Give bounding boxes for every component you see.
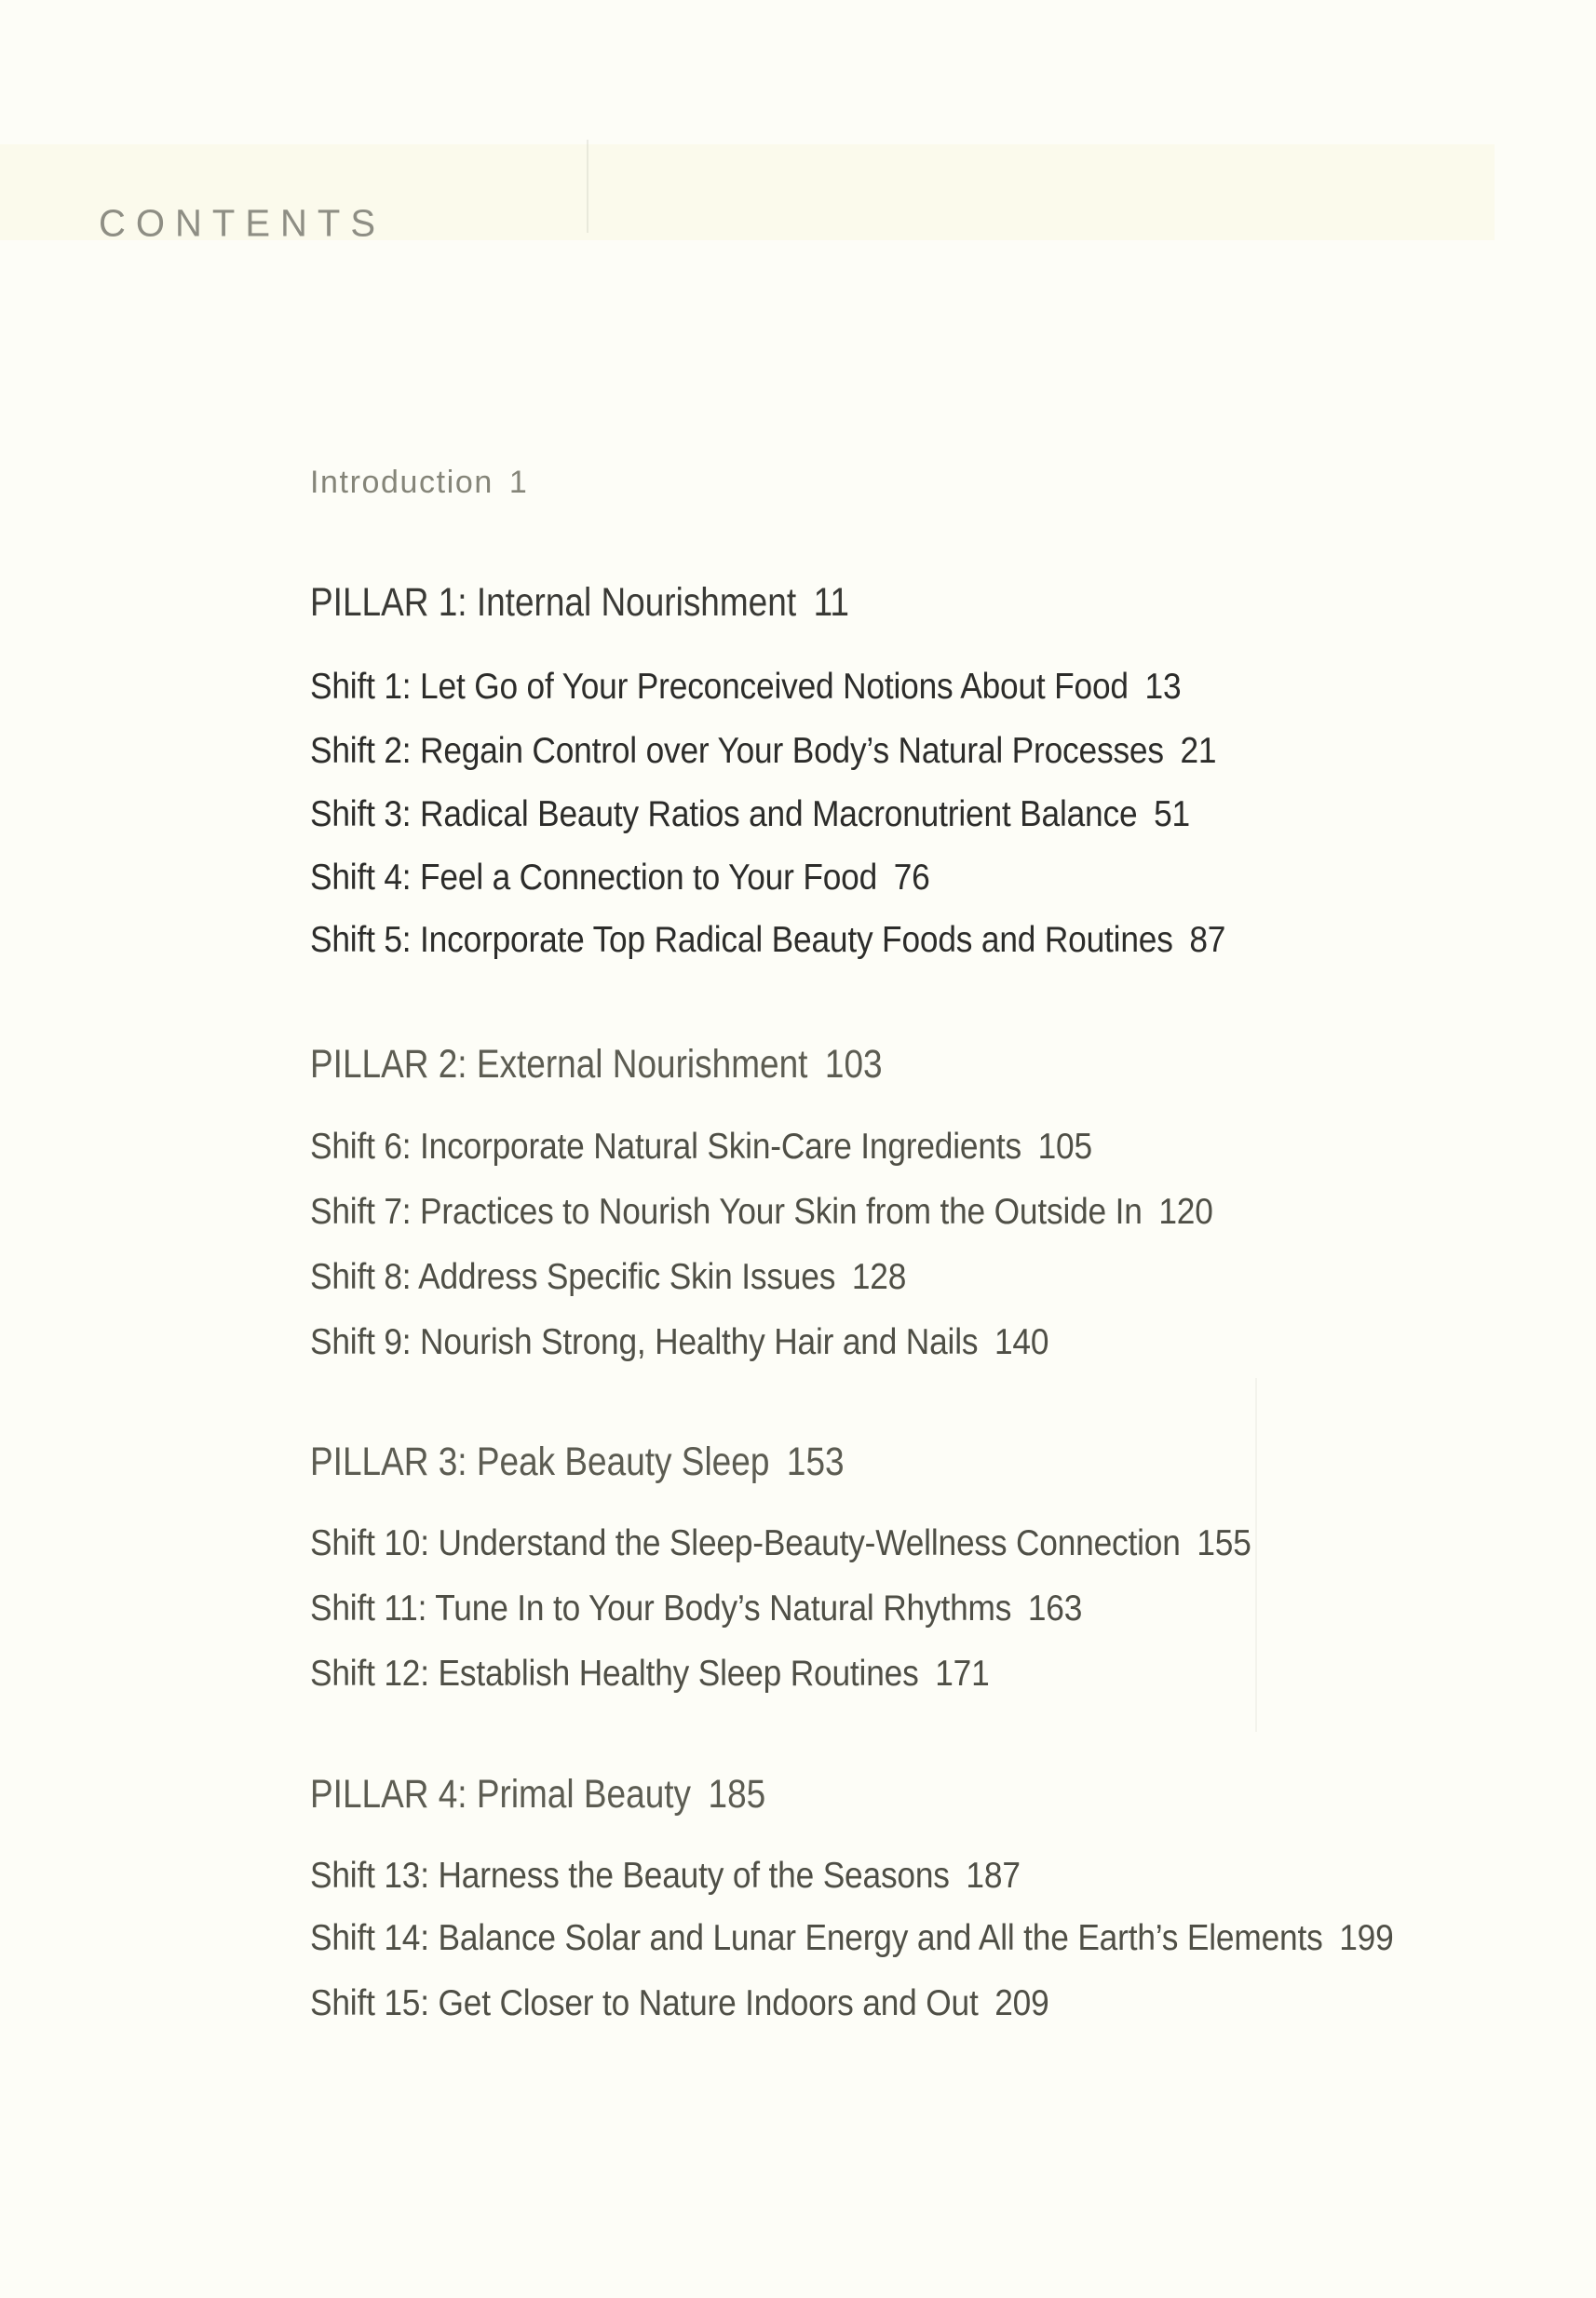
page-title: CONTENTS	[99, 202, 385, 245]
toc-pillar-label: PILLAR 4: Primal Beauty	[310, 1772, 692, 1817]
toc-shift-entry[interactable]	[310, 1656, 990, 1692]
toc-pillar-page-number: 11	[813, 580, 849, 625]
toc-pillar-heading-4[interactable]	[310, 1772, 766, 1817]
toc-shift-label: Shift 1: Let Go of Your Preconceived Notions About Food	[310, 667, 1129, 707]
scan-artifact-line	[1255, 1378, 1257, 1732]
toc-shift-entry[interactable]	[310, 1590, 1082, 1627]
toc-shift-page-number: 76	[893, 858, 930, 898]
toc-pillar-page-number: 103	[824, 1042, 883, 1087]
toc-shift-entry[interactable]	[310, 922, 1225, 958]
toc-entry-introduction[interactable]	[310, 466, 528, 498]
toc-shift-label: Shift 13: Harness the Beauty of the Seasons	[310, 1856, 950, 1896]
toc-shift-page-number: 128	[851, 1257, 907, 1297]
scan-artifact-line	[587, 140, 588, 233]
toc-shift-page-number: 120	[1158, 1192, 1213, 1232]
toc-shift-page-number: 105	[1037, 1127, 1092, 1167]
toc-pillar-page-number: 185	[708, 1772, 766, 1817]
toc-pillar-heading-3[interactable]	[310, 1442, 845, 1482]
toc-shift-label: Shift 3: Radical Beauty Ratios and Macronutrient Balance	[310, 794, 1138, 834]
toc-shift-page-number: 155	[1197, 1523, 1251, 1563]
toc-shift-entry[interactable]	[310, 1985, 1049, 2021]
toc-shift-entry[interactable]	[310, 1920, 1394, 1956]
toc-shift-label: Shift 8: Address Specific Skin Issues	[310, 1257, 836, 1297]
toc-shift-page-number: 171	[935, 1654, 990, 1694]
toc-shift-entry[interactable]	[310, 796, 1190, 832]
toc-shift-page-number: 87	[1189, 920, 1226, 960]
toc-shift-label: Shift 2: Regain Control over Your Body’s Natural Processes	[310, 731, 1164, 771]
toc-shift-page-number: 21	[1180, 731, 1217, 771]
toc-shift-label: Shift 5: Incorporate Top Radical Beauty Foods and Routines	[310, 920, 1173, 960]
toc-shift-page-number: 187	[966, 1856, 1021, 1896]
toc-shift-label: Shift 12: Establish Healthy Sleep Routines	[310, 1654, 919, 1694]
toc-pillar-label: PILLAR 1: Internal Nourishment	[310, 580, 797, 625]
toc-pillar-heading-1[interactable]	[310, 580, 849, 625]
toc-shift-page-number: 13	[1144, 667, 1182, 707]
toc-shift-label: Shift 9: Nourish Strong, Healthy Hair and Nails	[310, 1322, 979, 1362]
toc-shift-entry[interactable]	[310, 1858, 1021, 1894]
toc-pillar-page-number: 153	[786, 1440, 845, 1484]
toc-shift-entry[interactable]	[310, 1194, 1213, 1230]
toc-shift-page-number: 140	[994, 1322, 1049, 1362]
toc-entry-page-number: 1	[508, 465, 529, 500]
toc-shift-label: Shift 14: Balance Solar and Lunar Energy and All the Earth’s Elements	[310, 1918, 1323, 1958]
toc-pillar-heading-2[interactable]	[310, 1042, 883, 1087]
toc-shift-label: Shift 6: Incorporate Natural Skin-Care Ingredients	[310, 1127, 1021, 1167]
toc-shift-label: Shift 15: Get Closer to Nature Indoors and Out	[310, 1983, 979, 2023]
toc-shift-page-number: 209	[994, 1983, 1049, 2023]
toc-shift-label: Shift 4: Feel a Connection to Your Food	[310, 858, 878, 898]
toc-pillar-label: PILLAR 3: Peak Beauty Sleep	[310, 1440, 770, 1484]
toc-shift-label: Shift 10: Understand the Sleep-Beauty-Wellness Connection	[310, 1523, 1181, 1563]
toc-shift-entry[interactable]	[310, 859, 930, 896]
toc-shift-page-number: 163	[1027, 1588, 1083, 1629]
toc-shift-entry[interactable]	[310, 1324, 1048, 1360]
toc-shift-label: Shift 11: Tune In to Your Body’s Natural Rhythms	[310, 1588, 1012, 1629]
toc-shift-entry[interactable]	[310, 1259, 906, 1295]
toc-shift-page-number: 51	[1154, 794, 1190, 834]
toc-shift-entry[interactable]	[310, 669, 1181, 705]
toc-entry-label: Introduction	[310, 465, 494, 500]
toc-pillar-label: PILLAR 2: External Nourishment	[310, 1042, 808, 1087]
toc-shift-entry[interactable]	[310, 1525, 1251, 1561]
toc-shift-entry[interactable]	[310, 1129, 1092, 1165]
toc-shift-label: Shift 7: Practices to Nourish Your Skin from the Outside In	[310, 1192, 1143, 1232]
toc-shift-entry[interactable]	[310, 733, 1216, 769]
toc-shift-page-number: 199	[1339, 1918, 1394, 1958]
